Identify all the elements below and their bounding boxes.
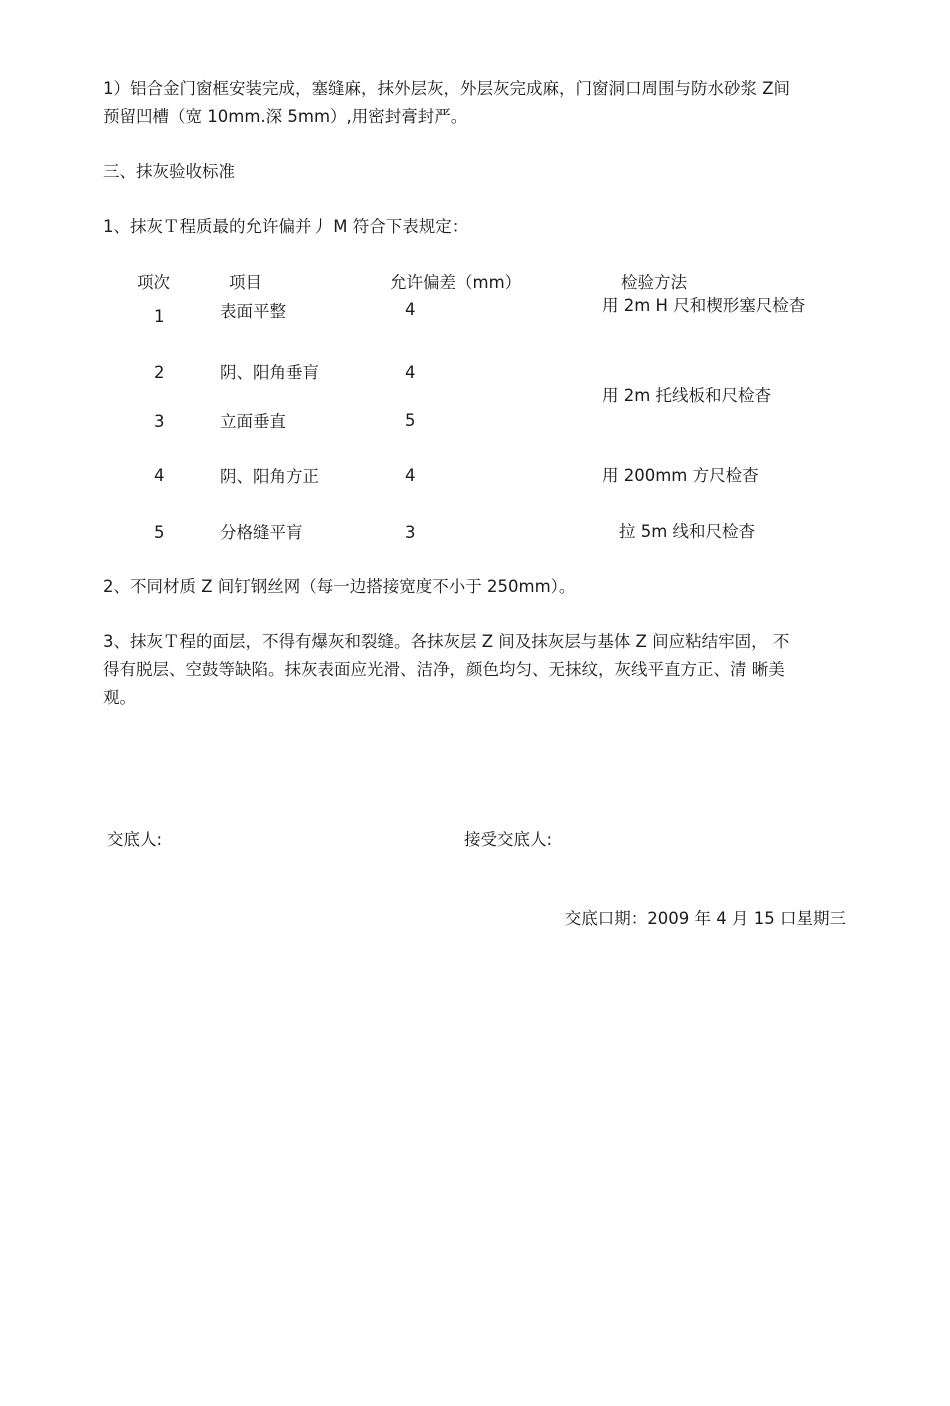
paragraph-1-line-1: 1）铝合金门窗框安装完成，塞缝麻，抹外层灰，外层灰完成麻，门窗洞口周围与防水砂浆 Z间 — [103, 79, 791, 98]
row-3-item: 立面垂直 — [220, 412, 286, 431]
row-2-tolerance: 4 — [405, 363, 416, 382]
paragraph-1-line-2: 预留凹槽（宽 10mm.深 5mm）,用密封膏封严。 — [103, 107, 468, 126]
item-3-line-3: 观。 — [103, 688, 136, 707]
header-item: 项目 — [229, 273, 262, 292]
header-index: 项次 — [137, 273, 170, 292]
header-method: 检验方法 — [621, 273, 687, 292]
method-1: 用 2m H 尺和楔形塞尺检杳 — [602, 296, 806, 315]
item-3-line-2: 得有脱层、空鼓等缺陷。抹灰表面应光滑、洁净，颜色均匀、无抹纹，灰线平直方正、清 晰美 — [103, 660, 785, 679]
row-4-tolerance: 4 — [405, 466, 416, 485]
row-3-index: 3 — [154, 412, 165, 431]
item-3-line-1: 3、抹灰Ｔ程的面层，不得有爆灰和裂缝。各抹灰层 Z 间及抹灰层与基体 Z 间应粘结牢固， 不 — [103, 632, 790, 651]
row-2-item: 阴、阳角垂肓 — [220, 363, 319, 382]
row-5-item: 分格缝平肓 — [220, 523, 303, 542]
row-5-tolerance: 3 — [405, 523, 416, 542]
header-tolerance: 允许偏差（mm） — [390, 273, 522, 292]
row-2-index: 2 — [154, 363, 165, 382]
item-1-intro: 1、抹灰Ｔ程质最的允许偏并丿 M 符合下表规定： — [103, 217, 469, 236]
row-4-item: 阴、阳角方正 — [220, 467, 319, 486]
handover-label: 交底人: — [107, 830, 163, 849]
row-1-item: 表面平整 — [220, 302, 286, 321]
section-heading: 三、抹灰验收标准 — [103, 162, 235, 181]
row-4-index: 4 — [154, 466, 165, 485]
row-1-index: 1 — [154, 307, 165, 326]
handover-date: 交底口期：2009 年 4 月 15 口星期三 — [564, 909, 846, 928]
method-4: 拉 5m 线和尺检杳 — [619, 522, 756, 541]
row-5-index: 5 — [154, 523, 165, 542]
method-3: 用 200mm 方尺检杳 — [602, 466, 759, 485]
method-2: 用 2m 托线板和尺检杳 — [602, 386, 772, 405]
row-3-tolerance: 5 — [405, 411, 416, 430]
receiver-label: 接受交底人: — [464, 830, 553, 849]
row-1-tolerance: 4 — [405, 300, 416, 319]
item-2: 2、不同材质 Z 间钉钢丝网（每一边搭接宽度不小于 250mm）。 — [103, 577, 576, 596]
